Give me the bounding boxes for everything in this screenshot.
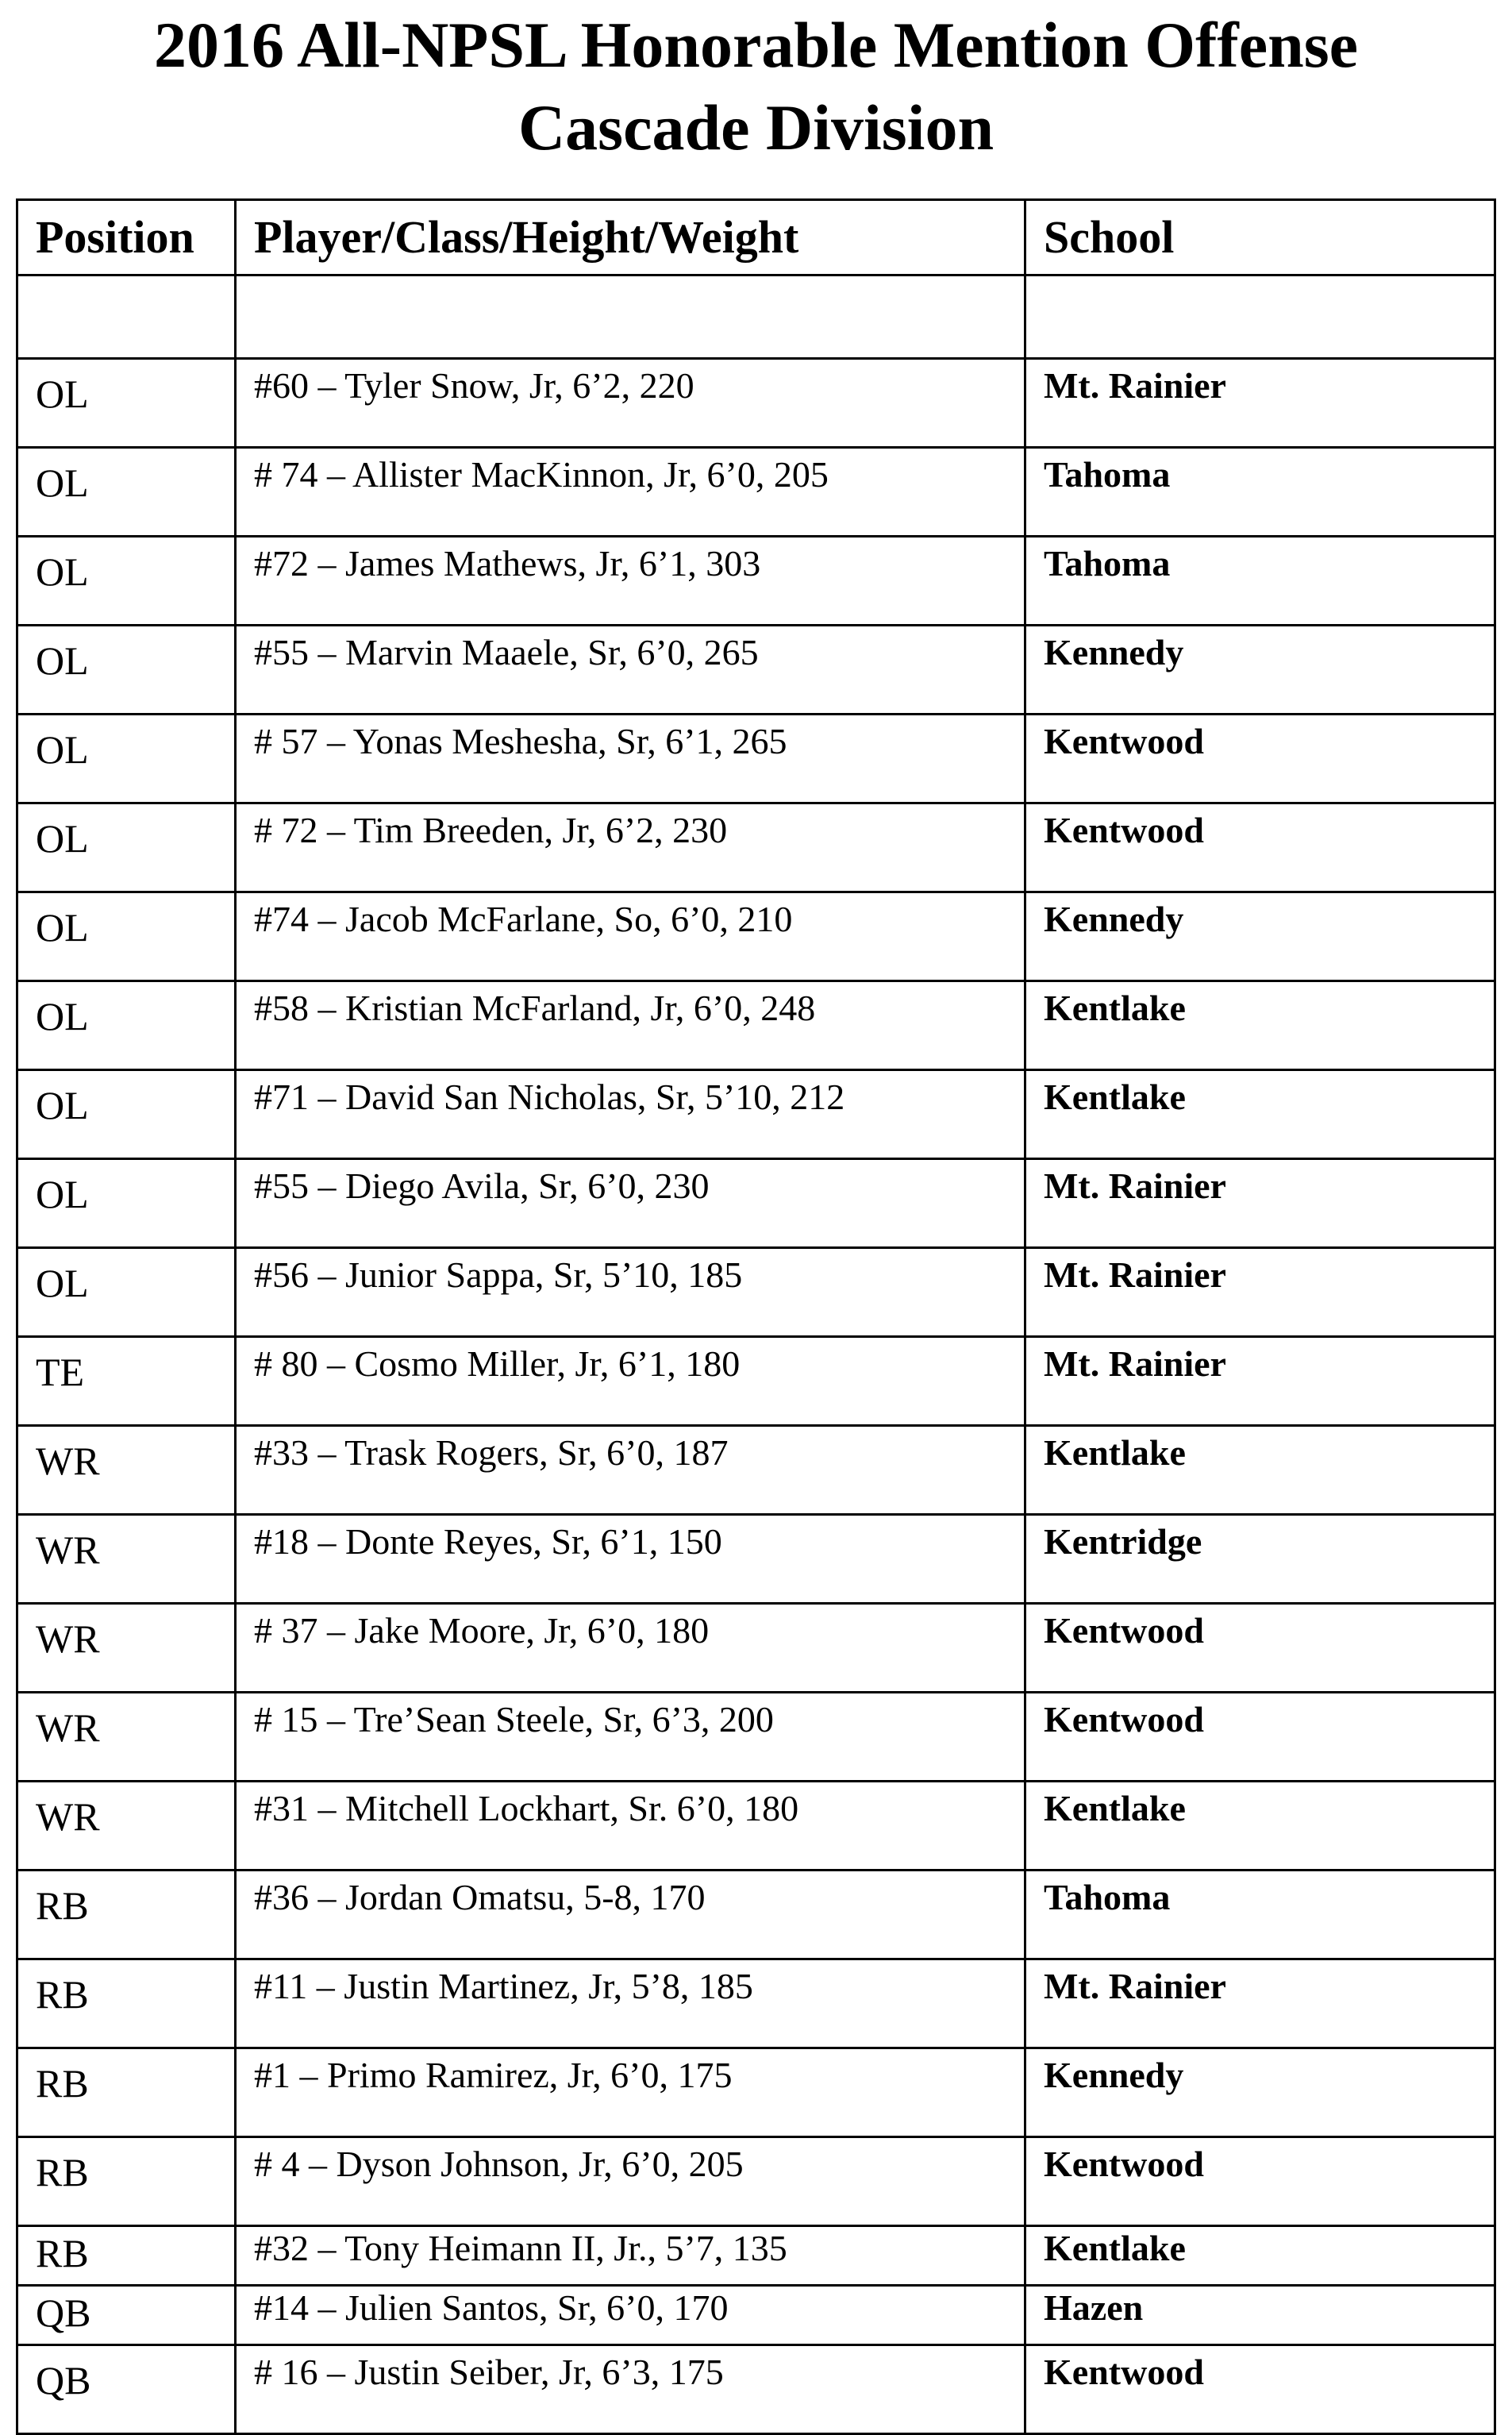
player-cell: #36 – Jordan Omatsu, 5-8, 170	[236, 1871, 1025, 1959]
school-cell: Kentlake	[1025, 1426, 1495, 1515]
player-cell: # 72 – Tim Breeden, Jr, 6’2, 230	[236, 803, 1025, 892]
school-cell: Kentwood	[1025, 715, 1495, 803]
player-cell: #33 – Trask Rogers, Sr, 6’0, 187	[236, 1426, 1025, 1515]
player-cell: #55 – Marvin Maaele, Sr, 6’0, 265	[236, 626, 1025, 715]
player-cell: #31 – Mitchell Lockhart, Sr. 6’0, 180	[236, 1782, 1025, 1871]
table-row	[17, 1248, 1495, 1337]
player-cell: #56 – Junior Sappa, Sr, 5’10, 185	[236, 1248, 1025, 1337]
table-row	[17, 2137, 1495, 2226]
table-row	[17, 892, 1495, 981]
school-cell: Mt. Rainier	[1025, 1959, 1495, 2048]
table-row	[17, 1159, 1495, 1248]
position-cell: OL	[17, 981, 236, 1070]
header-school: School	[1025, 200, 1495, 275]
position-cell: WR	[17, 1426, 236, 1515]
table-row	[17, 2048, 1495, 2137]
blank-cell	[1025, 275, 1495, 359]
title-line-2: Cascade Division	[517, 91, 995, 164]
header-position: Position	[17, 200, 236, 275]
position-cell: TE	[17, 1337, 236, 1426]
player-cell: #58 – Kristian McFarland, Jr, 6’0, 248	[236, 981, 1025, 1070]
school-cell: Tahoma	[1025, 448, 1495, 537]
player-cell: #71 – David San Nicholas, Sr, 5’10, 212	[236, 1070, 1025, 1159]
header-row	[17, 200, 1495, 275]
roster-table	[16, 198, 1496, 2435]
position-cell: OL	[17, 1070, 236, 1159]
player-cell: # 4 – Dyson Johnson, Jr, 6’0, 205	[236, 2137, 1025, 2226]
school-cell: Kentwood	[1025, 803, 1495, 892]
table-row	[17, 626, 1495, 715]
title-line-1: 2016 All-NPSL Honorable Mention Offense	[154, 9, 1358, 81]
position-cell: WR	[17, 1515, 236, 1604]
school-cell: Kentwood	[1025, 2137, 1495, 2226]
blank-cell	[236, 275, 1025, 359]
table-row	[17, 1871, 1495, 1959]
table-row	[17, 715, 1495, 803]
player-cell: #74 – Jacob McFarlane, So, 6’0, 210	[236, 892, 1025, 981]
player-cell: # 74 – Allister MacKinnon, Jr, 6’0, 205	[236, 448, 1025, 537]
school-cell: Kentlake	[1025, 2226, 1495, 2286]
table-row	[17, 537, 1495, 626]
table-row	[17, 981, 1495, 1070]
position-cell: RB	[17, 2226, 236, 2286]
table-row	[17, 1426, 1495, 1515]
school-cell: Hazen	[1025, 2286, 1495, 2345]
school-cell: Kentlake	[1025, 1782, 1495, 1871]
table-row	[17, 1693, 1495, 1782]
document-title	[0, 0, 1512, 164]
table-row	[17, 1337, 1495, 1426]
position-cell: OL	[17, 892, 236, 981]
position-cell: OL	[17, 448, 236, 537]
player-cell: # 15 – Tre’Sean Steele, Sr, 6’3, 200	[236, 1693, 1025, 1782]
player-cell: #72 – James Mathews, Jr, 6’1, 303	[236, 537, 1025, 626]
position-cell: RB	[17, 2048, 236, 2137]
table-row	[17, 2345, 1495, 2434]
position-cell: WR	[17, 1782, 236, 1871]
player-cell: # 57 – Yonas Meshesha, Sr, 6’1, 265	[236, 715, 1025, 803]
school-cell: Kentwood	[1025, 1604, 1495, 1693]
school-cell: Kentridge	[1025, 1515, 1495, 1604]
school-cell: Kentlake	[1025, 1070, 1495, 1159]
position-cell: OL	[17, 537, 236, 626]
position-cell: OL	[17, 1159, 236, 1248]
player-cell: # 80 – Cosmo Miller, Jr, 6’1, 180	[236, 1337, 1025, 1426]
position-cell: OL	[17, 715, 236, 803]
table-row	[17, 803, 1495, 892]
school-cell: Tahoma	[1025, 1871, 1495, 1959]
blank-cell	[17, 275, 236, 359]
player-cell: # 16 – Justin Seiber, Jr, 6’3, 175	[236, 2345, 1025, 2434]
school-cell: Mt. Rainier	[1025, 1159, 1495, 1248]
table-row	[17, 1070, 1495, 1159]
header-player: Player/Class/Height/Weight	[236, 200, 1025, 275]
school-cell: Kennedy	[1025, 2048, 1495, 2137]
roster-body	[17, 275, 1495, 2434]
player-cell: #55 – Diego Avila, Sr, 6’0, 230	[236, 1159, 1025, 1248]
player-cell: # 37 – Jake Moore, Jr, 6’0, 180	[236, 1604, 1025, 1693]
position-cell: RB	[17, 2137, 236, 2226]
table-row	[17, 1515, 1495, 1604]
position-cell: QB	[17, 2345, 236, 2434]
player-cell: #32 – Tony Heimann II, Jr., 5’7, 135	[236, 2226, 1025, 2286]
blank-row	[17, 275, 1495, 359]
school-cell: Mt. Rainier	[1025, 1248, 1495, 1337]
table-row	[17, 359, 1495, 448]
position-cell: OL	[17, 1248, 236, 1337]
table-row	[17, 1959, 1495, 2048]
school-cell: Tahoma	[1025, 537, 1495, 626]
table-row	[17, 1782, 1495, 1871]
position-cell: WR	[17, 1604, 236, 1693]
player-cell: #11 – Justin Martinez, Jr, 5’8, 185	[236, 1959, 1025, 2048]
player-cell: #18 – Donte Reyes, Sr, 6’1, 150	[236, 1515, 1025, 1604]
table-row	[17, 448, 1495, 537]
school-cell: Mt. Rainier	[1025, 359, 1495, 448]
school-cell: Kennedy	[1025, 626, 1495, 715]
position-cell: OL	[17, 359, 236, 448]
school-cell: Mt. Rainier	[1025, 1337, 1495, 1426]
position-cell: WR	[17, 1693, 236, 1782]
player-cell: #1 – Primo Ramirez, Jr, 6’0, 175	[236, 2048, 1025, 2137]
table-row	[17, 1604, 1495, 1693]
school-cell: Kentlake	[1025, 981, 1495, 1070]
player-cell: #60 – Tyler Snow, Jr, 6’2, 220	[236, 359, 1025, 448]
table-row	[17, 2226, 1495, 2286]
position-cell: RB	[17, 1959, 236, 2048]
position-cell: OL	[17, 626, 236, 715]
player-cell: #14 – Julien Santos, Sr, 6’0, 170	[236, 2286, 1025, 2345]
position-cell: OL	[17, 803, 236, 892]
school-cell: Kennedy	[1025, 892, 1495, 981]
table-row	[17, 2286, 1495, 2345]
position-cell: QB	[17, 2286, 236, 2345]
school-cell: Kentwood	[1025, 1693, 1495, 1782]
school-cell: Kentwood	[1025, 2345, 1495, 2434]
position-cell: RB	[17, 1871, 236, 1959]
